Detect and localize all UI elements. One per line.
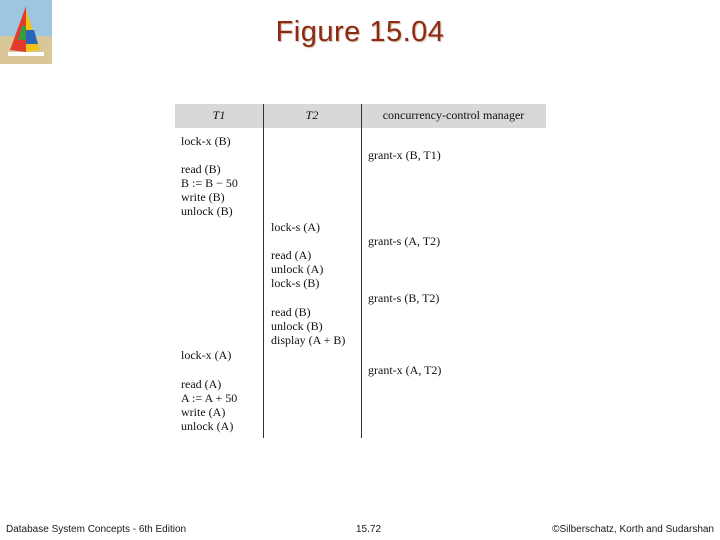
ccm-op: grant-s (A, T2) (368, 234, 441, 248)
t2-op: unlock (A) (271, 262, 324, 276)
t2-op: read (B) (271, 305, 311, 319)
lock-schedule-table (175, 104, 546, 438)
ccm-op: grant-s (B, T2) (368, 291, 440, 305)
footer-copyright: ©Silberschatz, Korth and Sudarshan (552, 524, 714, 535)
footer-page-number: 15.72 (356, 524, 382, 535)
header-t1: T1 (212, 108, 226, 122)
page-title: Figure 15.04 (275, 16, 445, 48)
column-divider (361, 104, 362, 438)
t1-op: lock-x (B) (181, 134, 231, 148)
ccm-op: grant-x (A, T2) (368, 363, 442, 377)
t1-op: read (A) (181, 377, 222, 391)
t2-op: read (A) (271, 248, 312, 262)
t1-op: A := A + 50 (181, 391, 238, 405)
header-t2: T2 (305, 108, 319, 122)
t2-op: display (A + B) (271, 333, 346, 347)
t1-op: lock-x (A) (181, 348, 232, 362)
footer-book-title: Database System Concepts - 6th Edition (6, 524, 187, 535)
t1-op: read (B) (181, 162, 221, 176)
t1-op: write (B) (181, 190, 225, 204)
t2-op: lock-s (A) (271, 220, 320, 234)
t1-op: B := B − 50 (181, 176, 238, 190)
t1-op: unlock (B) (181, 204, 233, 218)
header-ccm: concurrency-control manager (382, 108, 525, 122)
ccm-op: grant-x (B, T1) (368, 148, 441, 162)
t2-op: lock-s (B) (271, 276, 320, 290)
t2-op: unlock (B) (271, 319, 323, 333)
t1-op: write (A) (181, 405, 226, 419)
t1-op: unlock (A) (181, 419, 234, 433)
column-divider (263, 104, 264, 438)
